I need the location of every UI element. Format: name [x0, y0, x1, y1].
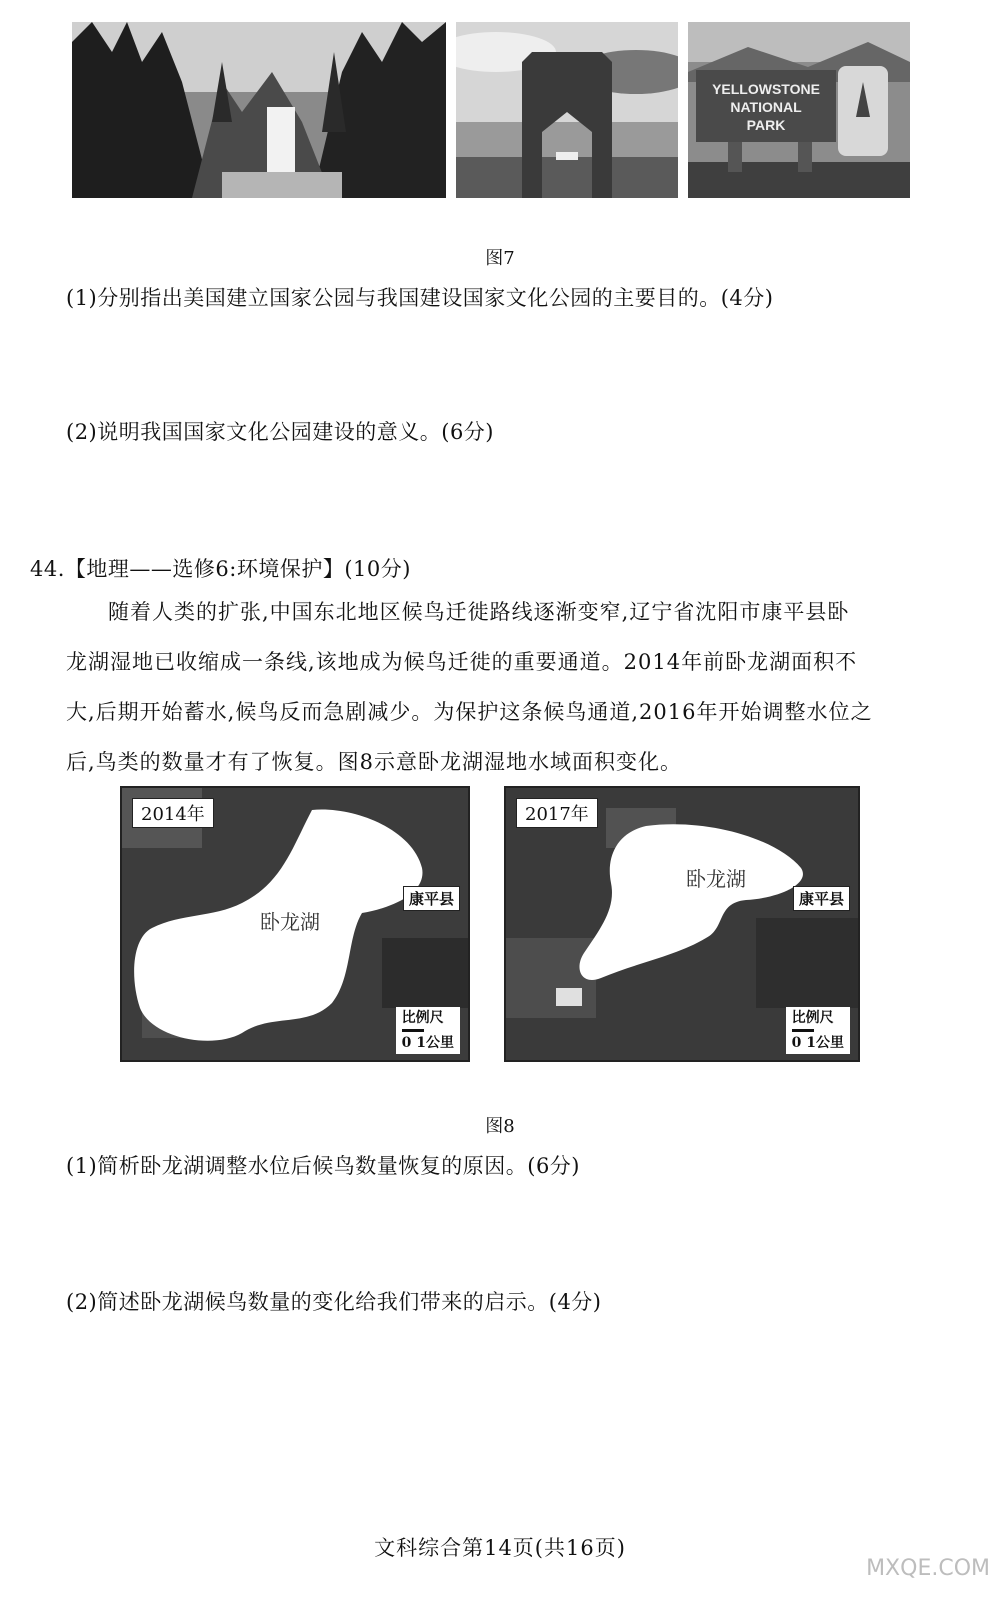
- paragraph-line: 后,鸟类的数量才有了恢复。图8示意卧龙湖湿地水域面积变化。: [66, 750, 683, 774]
- roosevelt-arch-photo: [456, 22, 678, 198]
- scale-label: 0 1公里: [401, 1035, 454, 1051]
- q44-paragraph: [66, 594, 976, 780]
- waterfall-forest-photo: [72, 22, 446, 198]
- q43-part1: (1)分别指出美国建立国家公园与我国建设国家文化公园的主要目的。(4分): [66, 286, 774, 310]
- page-footer: 文科综合第14页(共16页): [374, 1536, 626, 1560]
- sign-line-3: PARK: [746, 117, 786, 133]
- scale-legend: [396, 1007, 460, 1054]
- scale-title: 比例尺: [791, 1010, 834, 1026]
- watermark: MXQE.COM: [866, 1556, 990, 1581]
- paragraph-line: 龙湖湿地已收缩成一条线,该地成为候鸟迁徙的重要通道。2014年前卧龙湖面积不: [66, 650, 858, 674]
- county-label: 康平县: [403, 886, 460, 911]
- paragraph-line: 大,后期开始蓄水,候鸟反而急剧减少。为保护这条候鸟通道,2016年开始调整水位之: [66, 700, 873, 724]
- q43-part2: (2)说明我国国家文化公园建设的意义。(6分): [66, 420, 494, 444]
- sign-line-1: YELLOWSTONE: [712, 81, 820, 97]
- yellowstone-sign-photo: [688, 22, 910, 198]
- paragraph-line: 随着人类的扩张,中国东北地区候鸟迁徙路线逐渐变窄,辽宁省沈阳市康平县卧: [108, 600, 850, 624]
- scale-bar: [402, 1029, 424, 1032]
- sign-line-2: NATIONAL: [730, 99, 802, 115]
- fig7-caption: 图7: [485, 248, 515, 269]
- scale-bar: [792, 1029, 814, 1032]
- map-year-label: 2014年: [132, 798, 214, 828]
- scale-label: 0 1公里: [791, 1035, 844, 1051]
- map-year-label: 2017年: [516, 798, 598, 828]
- scale-title: 比例尺: [401, 1010, 444, 1026]
- lake-label: 卧龙湖: [260, 910, 320, 934]
- fig8-caption: 图8: [485, 1116, 515, 1137]
- q44-part2: (2)简述卧龙湖候鸟数量的变化给我们带来的启示。(4分): [66, 1290, 602, 1314]
- lake-label: 卧龙湖: [686, 867, 746, 891]
- county-label: 康平县: [793, 886, 850, 911]
- q44-heading: 44.【地理——选修6:环境保护】(10分): [30, 557, 411, 581]
- map-2014: [120, 786, 470, 1062]
- q44-part1: (1)简析卧龙湖调整水位后候鸟数量恢复的原因。(6分): [66, 1154, 580, 1178]
- map-2017: [504, 786, 860, 1062]
- scale-legend: [786, 1007, 850, 1054]
